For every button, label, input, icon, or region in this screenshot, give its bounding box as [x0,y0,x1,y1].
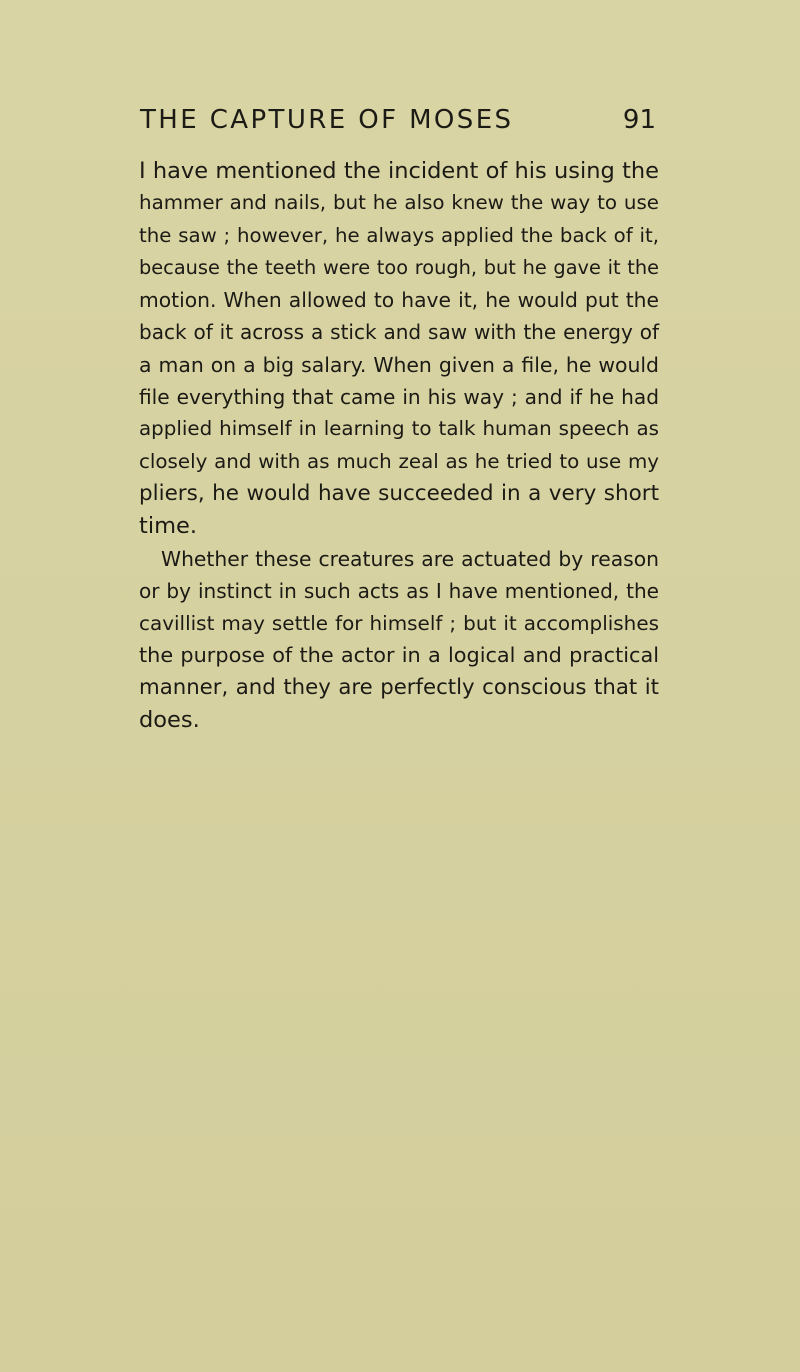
text-line: because the teeth were too rough, but he gave it the [139,255,659,279]
text-line: Whether these creatures are actuated by reason [161,546,659,571]
text-line: hammer and nails, but he also knew the way to use [139,191,659,215]
text-line: applied himself in learning to talk human speech as [139,417,659,441]
text-line: manner, and they are perfectly conscious that it [139,674,659,700]
text-line: does. [139,707,200,734]
text-line: file everything that came in his way ; and if he had [139,385,659,410]
body-text [139,155,659,736]
text-line: a man on a big salary. When given a file, he would [139,352,659,377]
text-line: back of it across a stick and saw with the energy of [139,320,659,345]
text-line: I have mentioned the incident of his using the [139,158,659,184]
page-number: 91 [622,105,656,135]
text-line: pliers, he would have succeeded in a very short [139,480,659,506]
text-line: the purpose of the actor in a logical and practical [139,643,659,668]
paragraph-2 [139,543,659,737]
text-line: closely and with as much zeal as he tried to use my [139,449,659,473]
text-line: cavillist may settle for himself ; but it accomplishes [139,611,659,636]
running-title: THE CAPTURE OF MOSES [140,105,514,135]
text-line: or by instinct in such acts as I have mentioned, the [139,578,659,603]
text-line: time. [139,513,197,540]
paragraph-1 [139,155,659,543]
text-line: the saw ; however, he always applied the back of it, [139,223,659,247]
running-head [140,102,656,138]
text-line: motion. When allowed to have it, he would put the [139,288,659,313]
